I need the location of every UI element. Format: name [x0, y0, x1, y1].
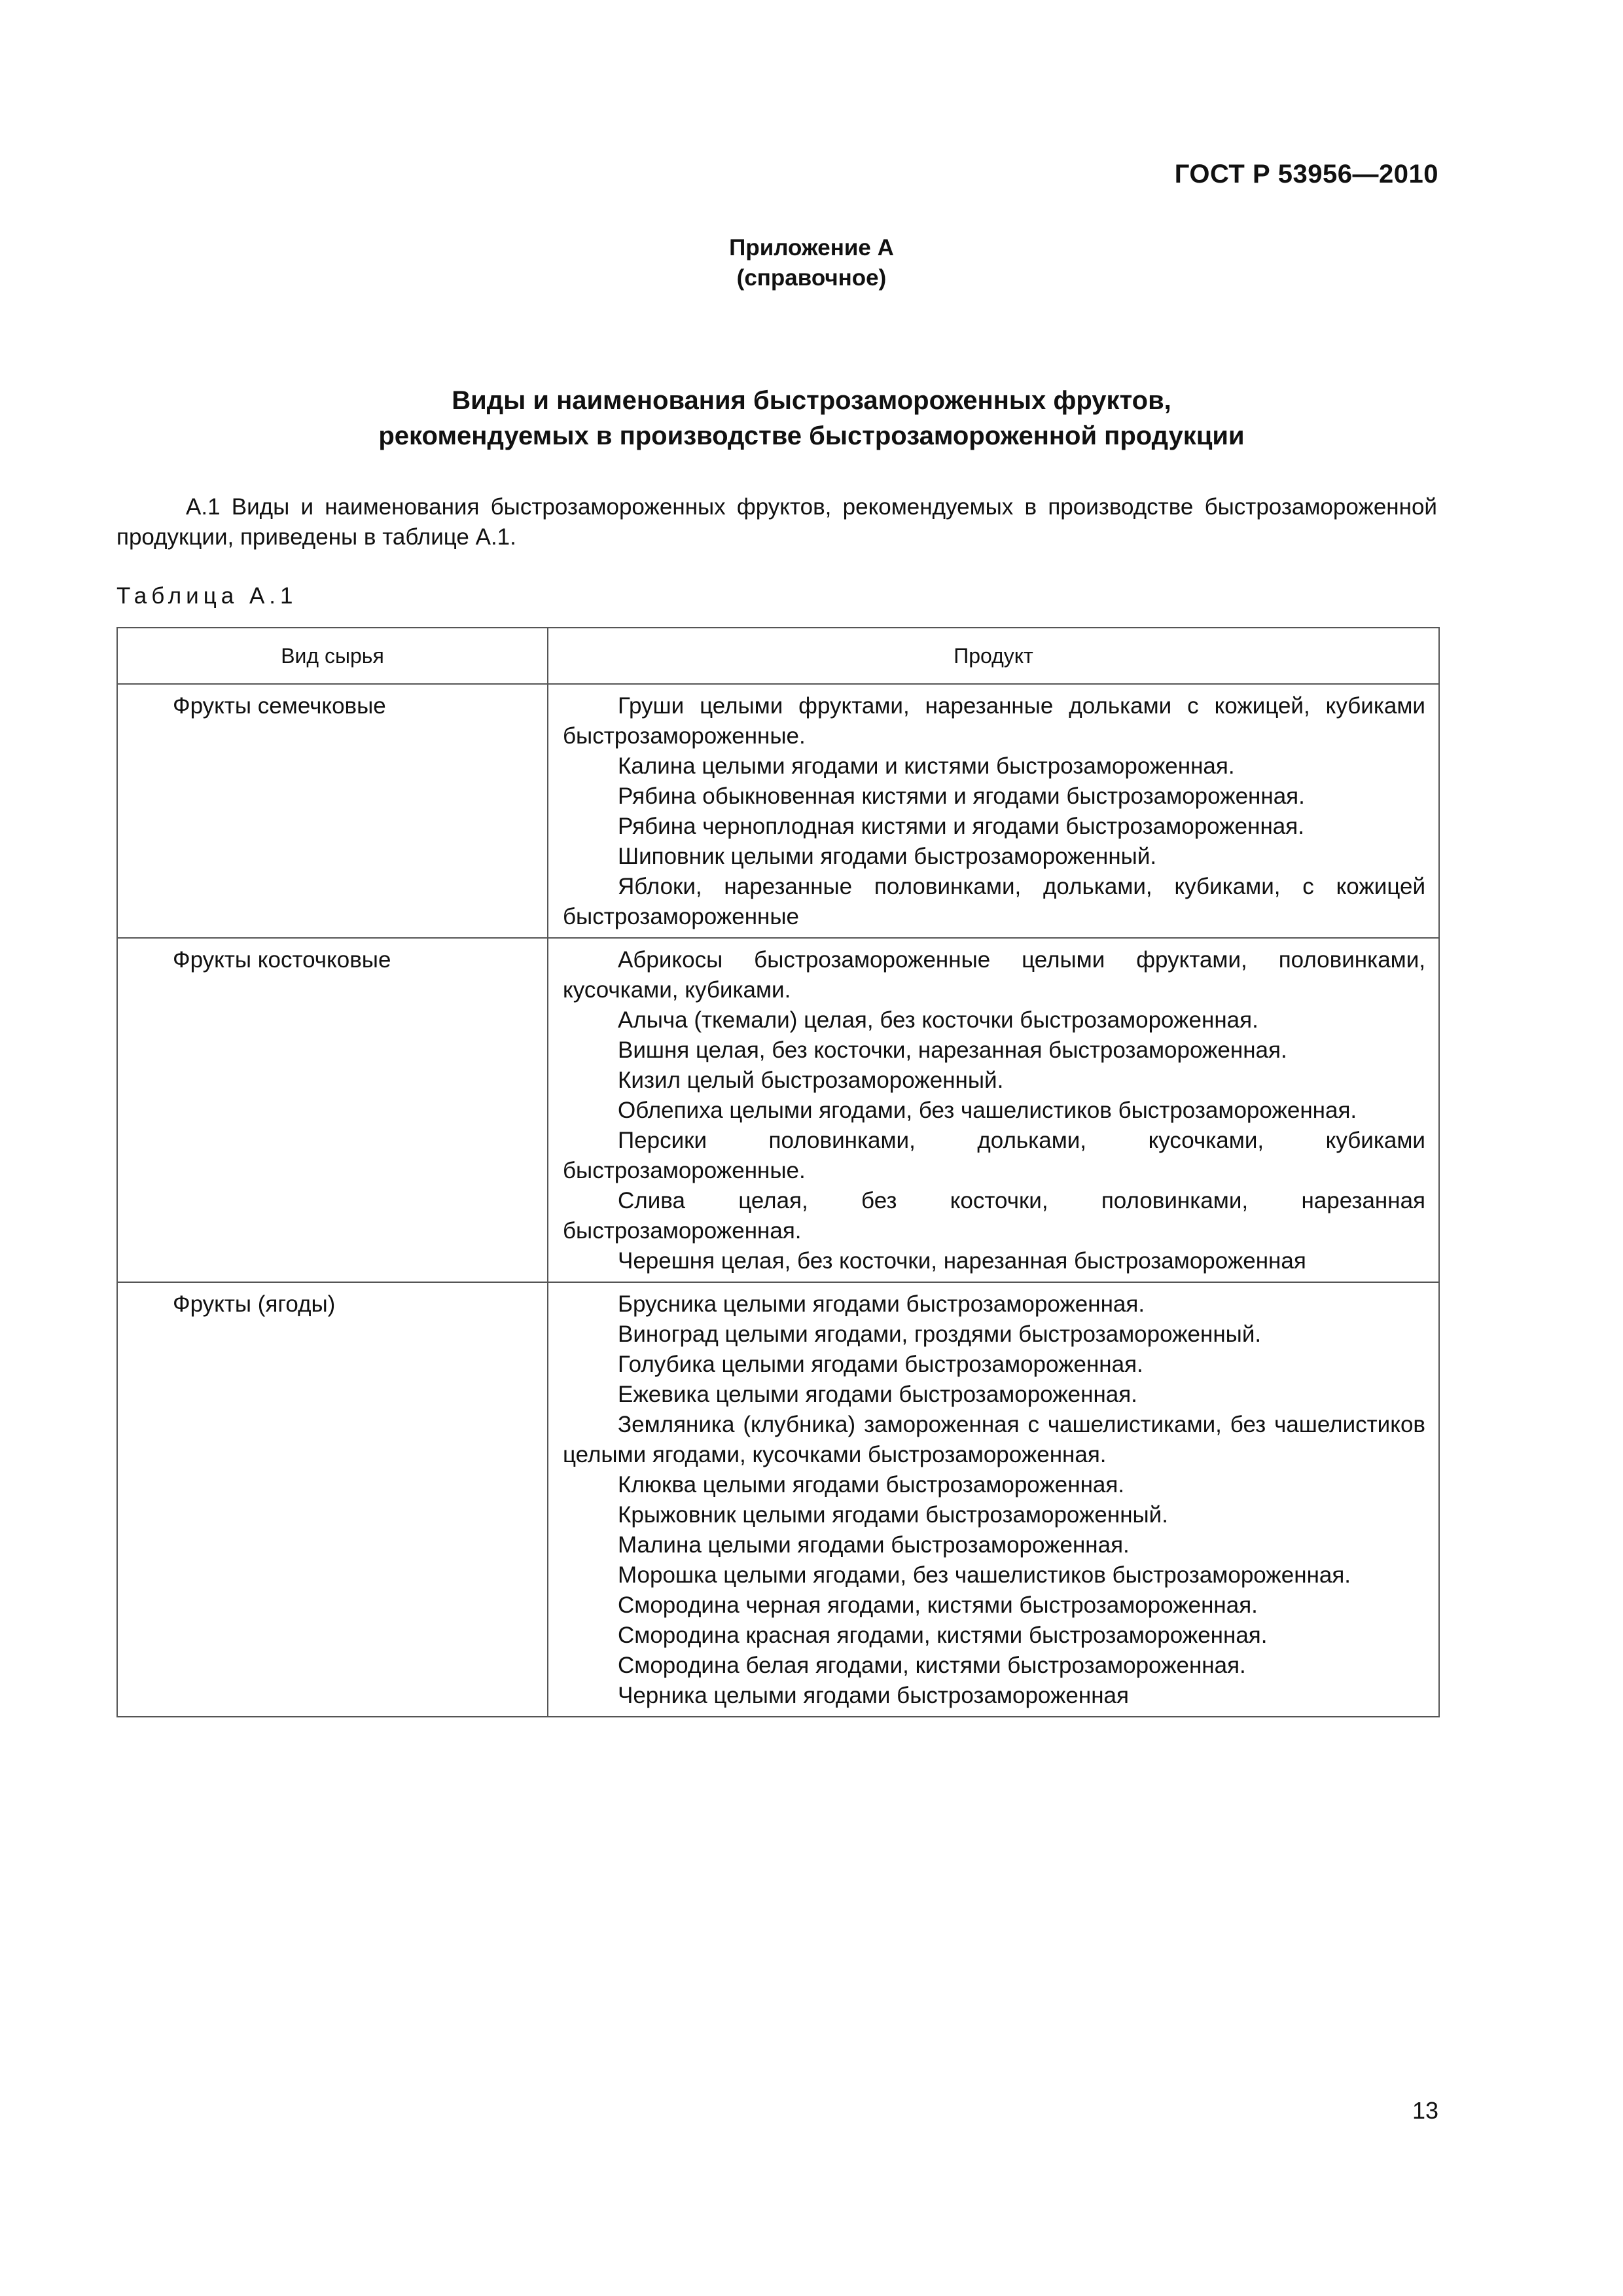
product-item: Морошка целыми ягодами, без чашелистиков быстрозамороженная.: [618, 1562, 1351, 1588]
table-caption: Таблица А.1: [116, 583, 298, 609]
section-title-line-2: рекомендуемых в производстве быстрозамороженной продукции: [378, 422, 1245, 450]
page-number: 13: [1412, 2097, 1438, 2124]
table-row: [117, 1282, 1439, 1717]
table-header-row: [117, 628, 1439, 684]
product-item: Облепиха целыми ягодами, без чашелистиков быстрозамороженная.: [618, 1098, 1357, 1123]
product-cell: [548, 938, 1439, 1282]
appendix-title: Приложение А: [729, 235, 894, 260]
product-item: Брусника целыми ягодами быстрозамороженная.: [618, 1291, 1145, 1317]
product-item: Смородина белая ягодами, кистями быстрозамороженная.: [618, 1653, 1246, 1678]
product-item: Рябина обыкновенная кистями и ягодами быстрозамороженная.: [618, 783, 1305, 809]
product-item: Калина целыми ягодами и кистями быстрозамороженная.: [618, 753, 1235, 779]
product-item: Шиповник целыми ягодами быстрозамороженный.: [618, 844, 1157, 869]
product-item: Вишня целая, без косточки, нарезанная быстрозамороженная.: [618, 1037, 1287, 1063]
raw-type-cell: Фрукты косточковые: [117, 938, 548, 1282]
table-row: [117, 938, 1439, 1282]
product-item: Кизил целый быстрозамороженный.: [618, 1067, 1004, 1093]
product-item: Ежевика целыми ягодами быстрозамороженная.: [618, 1382, 1137, 1407]
product-item: Смородина красная ягодами, кистями быстрозамороженная.: [618, 1623, 1268, 1648]
appendix-heading: [0, 233, 1623, 293]
product-item: Персики половинками, дольками, кусочками, кубиками быстрозамороженные.: [563, 1128, 1425, 1183]
product-item: Рябина черноплодная кистями и ягодами быстрозамороженная.: [618, 814, 1304, 839]
column-header-raw-type: Вид сырья: [117, 628, 548, 684]
table-body: [117, 684, 1439, 1717]
product-item: Слива целая, без косточки, половинками, нарезанная быстрозамороженная.: [563, 1188, 1425, 1244]
product-item: Груши целыми фруктами, нарезанные дольками с кожицей, кубиками быстрозамороженные.: [563, 693, 1425, 749]
product-item: Черника целыми ягодами быстрозамороженная: [618, 1683, 1129, 1708]
product-item: Клюква целыми ягодами быстрозамороженная.: [618, 1472, 1125, 1498]
raw-type-cell: Фрукты семечковые: [117, 684, 548, 938]
product-cell: [548, 1282, 1439, 1717]
fruit-types-table: [116, 627, 1440, 1717]
product-item: Виноград целыми ягодами, гроздями быстрозамороженный.: [618, 1321, 1262, 1347]
column-header-product: Продукт: [548, 628, 1439, 684]
section-title-line-1: Виды и наименования быстрозамороженных фруктов,: [452, 386, 1171, 415]
product-item: Алыча (ткемали) целая, без косточки быстрозамороженная.: [618, 1007, 1258, 1033]
product-item: Малина целыми ягодами быстрозамороженная.: [618, 1532, 1130, 1558]
product-item: Голубика целыми ягодами быстрозамороженная.: [618, 1352, 1143, 1377]
document-code: ГОСТ Р 53956—2010: [1174, 160, 1438, 188]
section-title: [0, 383, 1623, 454]
product-item: Яблоки, нарезанные половинками, дольками, кубиками, с кожицей быстрозамороженные: [563, 874, 1425, 929]
intro-paragraph: А.1 Виды и наименования быстрозамороженных фруктов, рекомендуемых в производстве быстрозамороженной продукции, приведены в таблице А.1.: [116, 494, 1437, 550]
product-item: Земляника (клубника) замороженная с чашелистиками, без чашелистиков целыми ягодами, кусочками быстрозамороженная.: [563, 1412, 1425, 1467]
appendix-subtitle: (справочное): [736, 265, 887, 291]
product-item: Абрикосы быстрозамороженные целыми фруктами, половинками, кусочками, кубиками.: [563, 947, 1425, 1003]
raw-type-cell: Фрукты (ягоды): [117, 1282, 548, 1717]
table-row: [117, 684, 1439, 938]
product-item: Крыжовник целыми ягодами быстрозамороженный.: [618, 1502, 1168, 1528]
product-item: Смородина черная ягодами, кистями быстрозамороженная.: [618, 1592, 1258, 1618]
product-cell: [548, 684, 1439, 938]
product-item: Черешня целая, без косточки, нарезанная быстрозамороженная: [618, 1248, 1306, 1274]
